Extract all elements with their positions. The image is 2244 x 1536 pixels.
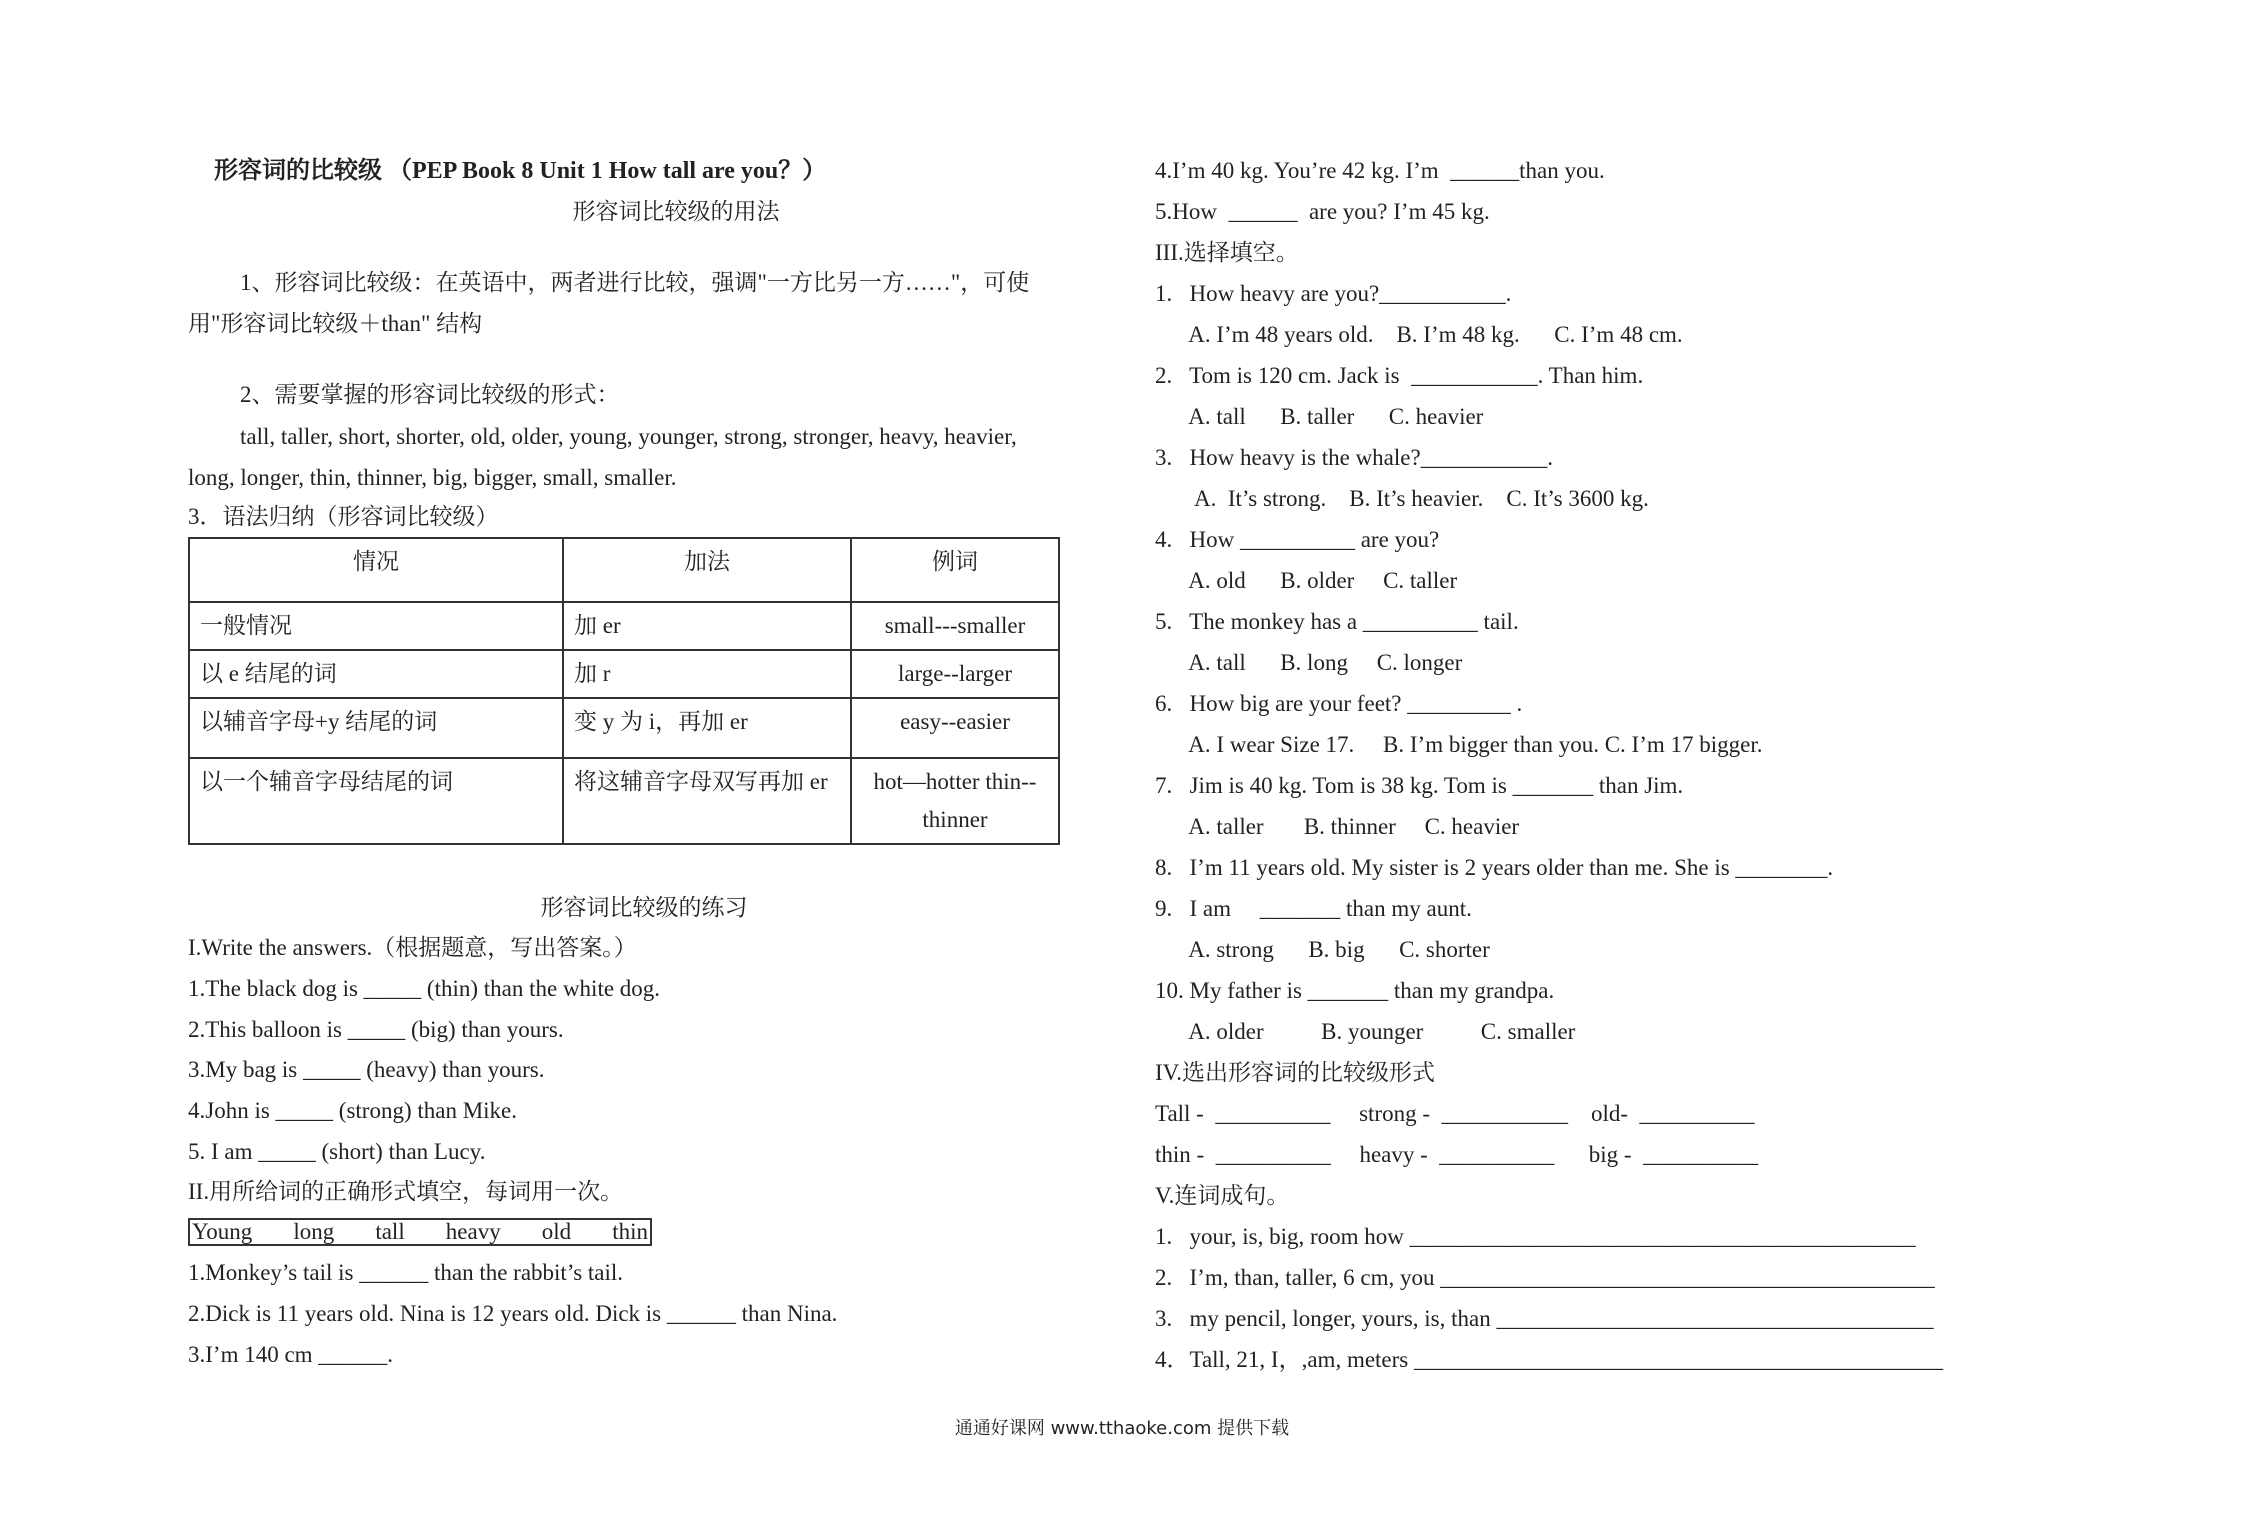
- exercise-line: 2. Tom is 120 cm. Jack is ___________. Than him.: [1155, 363, 1644, 388]
- table-header: 情况: [189, 538, 563, 602]
- table-cell: 加 er: [563, 602, 851, 650]
- exercise-line: 3. How heavy is the whale?___________.: [1155, 445, 1553, 470]
- exercise-line: Tall - __________ strong - ___________ old- __________: [1155, 1101, 1755, 1126]
- grammar-table: [188, 537, 1060, 845]
- exercise-line: A. I’m 48 years old. B. I’m 48 kg. C. I’m 48 cm.: [1155, 322, 1683, 347]
- exercise-line: A. older B. younger C. smaller: [1155, 1019, 1576, 1044]
- table-header: 例词: [851, 538, 1059, 602]
- word-bank-item: old: [541, 1219, 572, 1244]
- section-1-title: I.Write the answers.（根据题意，写出答案。）: [188, 935, 637, 960]
- exercise-line: 2. I’m, than, taller, 6 cm, you ___________________________________________: [1155, 1265, 1935, 1290]
- table-cell: large--larger: [851, 650, 1059, 698]
- word-bank-box: [188, 1218, 652, 1246]
- exercise-line: 9. I am _______ than my aunt.: [1155, 896, 1472, 921]
- exercise-line: 4. How __________ are you?: [1155, 527, 1440, 552]
- table-cell: 加 r: [563, 650, 851, 698]
- table-row: [189, 698, 1059, 758]
- exercise-line: A. tall B. long C. longer: [1155, 650, 1463, 675]
- paragraph-1b: 用"形容词比较级＋than" 结构: [188, 311, 483, 336]
- table-cell: easy--easier: [851, 698, 1059, 758]
- exercise-line: III.选择填空。: [1155, 240, 1299, 265]
- exercise-line: 5. The monkey has a __________ tail.: [1155, 609, 1519, 634]
- paragraph-1a: 1、形容词比较级：在英语中，两者进行比较，强调"一方比另一方……"，可使: [240, 270, 1030, 295]
- practice-heading: 形容词比较级的练习: [540, 895, 748, 920]
- usage-heading: 形容词比较级的用法: [572, 199, 780, 224]
- exercise-line: 2.This balloon is _____ (big) than yours.: [188, 1017, 564, 1042]
- table-cell: 一般情况: [189, 602, 563, 650]
- exercise-line: 4．Tall, 21, I，,am, meters ______________________________________________: [1155, 1347, 1943, 1372]
- exercise-line: A. I wear Size 17. B. I’m bigger than you. C. I’m 17 bigger.: [1155, 732, 1763, 757]
- table-cell: 以一个辅音字母结尾的词: [189, 758, 563, 844]
- exercise-line: thin - __________ heavy - __________ big - __________: [1155, 1142, 1759, 1167]
- exercise-line: 1. How heavy are you?___________.: [1155, 281, 1512, 306]
- exercise-line: V.连词成句。: [1155, 1183, 1290, 1208]
- word-bank-item: tall: [375, 1219, 405, 1244]
- word-bank-item: thin: [612, 1219, 648, 1244]
- exercise-line: A. It’s strong. B. It’s heavier. C. It’s 3600 kg.: [1155, 486, 1649, 511]
- table-header: 加法: [563, 538, 851, 602]
- exercise-line: 1. your, is, big, room how ____________________________________________: [1155, 1224, 1916, 1249]
- comparative-list-b: long, longer, thin, thinner, big, bigger, small, smaller.: [188, 465, 677, 490]
- exercise-line: 1.The black dog is _____ (thin) than the white dog.: [188, 976, 661, 1001]
- word-bank-item: Young: [192, 1219, 253, 1244]
- exercise-line: 4.John is _____ (strong) than Mike.: [188, 1098, 518, 1123]
- exercise-line: 10. My father is _______ than my grandpa.: [1155, 978, 1555, 1003]
- exercise-line: A. strong B. big C. shorter: [1155, 937, 1490, 962]
- table-cell: 以辅音字母+y 结尾的词: [189, 698, 563, 758]
- table-row: [189, 650, 1059, 698]
- exercise-line: 3.My bag is _____ (heavy) than yours.: [188, 1057, 545, 1082]
- word-bank-item: long: [293, 1219, 335, 1244]
- table-row: [189, 758, 1059, 844]
- exercise-line: 6. How big are your feet? _________ .: [1155, 691, 1523, 716]
- word-bank-item: heavy: [445, 1219, 501, 1244]
- table-cell: 变 y 为 i，再加 er: [563, 698, 851, 758]
- table-cell: hot—hotter thin--thinner: [851, 758, 1059, 844]
- table-cell: small---smaller: [851, 602, 1059, 650]
- exercise-line: 4.I’m 40 kg. You’re 42 kg. I’m ______than you.: [1155, 158, 1605, 183]
- table-row: [189, 602, 1059, 650]
- paragraph-3: 3．语法归纳（形容词比较级）: [188, 504, 499, 529]
- exercise-line: IV.选出形容词的比较级形式: [1155, 1060, 1436, 1085]
- exercise-line: 3.I’m 140 cm ______.: [188, 1342, 394, 1367]
- table-header-row: [189, 538, 1059, 602]
- exercise-line: A. taller B. thinner C. heavier: [1155, 814, 1520, 839]
- paragraph-2: 2、需要掌握的形容词比较级的形式：: [240, 382, 620, 407]
- exercise-line: 5. I am _____ (short) than Lucy.: [188, 1139, 486, 1164]
- table-cell: 将这辅音字母双写再加 er: [563, 758, 851, 844]
- exercise-line: 3. my pencil, longer, yours, is, than ______________________________________: [1155, 1306, 1934, 1331]
- exercise-line: 2.Dick is 11 years old. Nina is 12 years old. Dick is ______ than Nina.: [188, 1301, 838, 1326]
- comparative-list-a: tall, taller, short, shorter, old, older, young, younger, strong, stronger, heavy, heavier,: [240, 424, 1017, 449]
- footer-credit: 通通好课网 www.tthaoke.com 提供下载: [954, 1418, 1290, 1439]
- section-2-title: II.用所给词的正确形式填空，每词用一次。: [188, 1179, 624, 1204]
- exercise-line: A. tall B. taller C. heavier: [1155, 404, 1484, 429]
- exercise-line: A. old B. older C. taller: [1155, 568, 1458, 593]
- exercise-line: 5.How ______ are you? I’m 45 kg.: [1155, 199, 1490, 224]
- worksheet-title: 形容词的比较级 （PEP Book 8 Unit 1 How tall are you？）: [214, 158, 827, 184]
- exercise-line: 1.Monkey’s tail is ______ than the rabbit’s tail.: [188, 1260, 624, 1285]
- exercise-line: 8. I’m 11 years old. My sister is 2 years older than me. She is ________.: [1155, 855, 1834, 880]
- exercise-line: 7. Jim is 40 kg. Tom is 38 kg. Tom is _______ than Jim.: [1155, 773, 1684, 798]
- table-cell: 以 e 结尾的词: [189, 650, 563, 698]
